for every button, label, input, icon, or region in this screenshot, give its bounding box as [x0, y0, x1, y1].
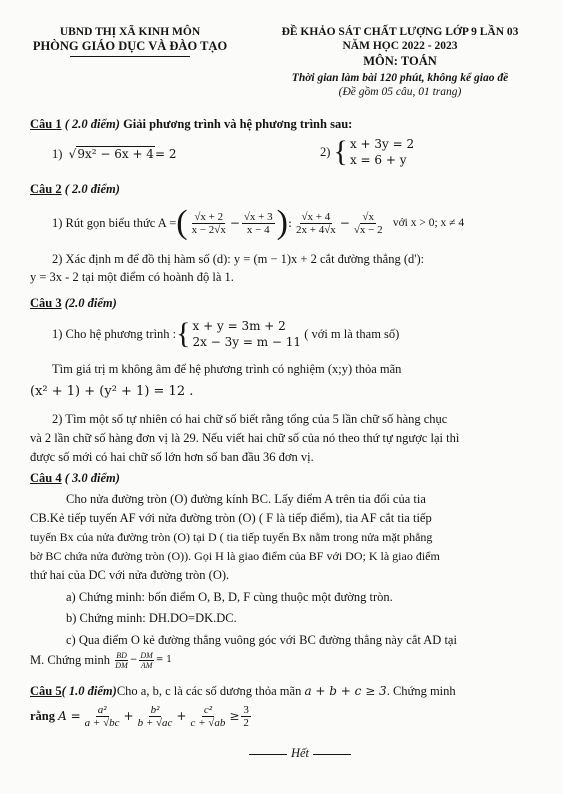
term-2-numerator: b² — [150, 704, 160, 716]
question-4-points: ( 3.0 điểm) — [61, 471, 120, 485]
rhs-numerator: 3 — [243, 704, 249, 716]
question-4-line-3: tuyến Bx của nửa đường tròn (O) tại D ( tia tiếp tuyến Bx nằm trong nửa mặt phẳng — [30, 530, 433, 544]
question-1-text: Giải phương trình và hệ phương trình sau: — [119, 117, 353, 131]
question-3-part-2-line-2: và 2 lần chữ số hàng đơn vị là 29. Nếu viết hai chữ số của nó theo thứ tự ngược lại thì — [30, 431, 460, 445]
question-2-heading — [30, 182, 120, 197]
question-1-part-1: 1) √ 9x² − 6x + 4 = 2 — [52, 146, 177, 161]
equation-1: x + 3y = 2 — [349, 137, 415, 151]
rhs-denominator: 2 — [243, 717, 249, 729]
equation-system: { x + 3y = 2 x = 6 + y — [333, 135, 415, 168]
equation-2: x = 6 + y — [349, 153, 407, 167]
rhs: = 1 — [155, 655, 172, 665]
question-3-find-line-2: (x² + 1) + (y² + 1) = 12 . — [30, 384, 194, 399]
fraction-1-denominator: DM — [115, 661, 128, 670]
question-5-text-2: . Chứng minh — [386, 684, 456, 698]
question-5-line-1 — [30, 684, 542, 699]
fraction-2-denominator: AM — [140, 661, 153, 670]
question-4-heading — [30, 471, 120, 486]
time-limit: Thời gian làm bài 120 phút, không kể giao đề — [291, 72, 509, 84]
fraction-2-numerator: DM — [140, 651, 153, 660]
school-authority: UBND THỊ XÃ KINH MÔN — [59, 26, 201, 38]
question-5-label: Câu 5 — [30, 684, 62, 698]
prove-word: rằng — [30, 709, 55, 723]
fraction-2-denominator: x − 4 — [246, 223, 270, 236]
condition: với x > 0; x ≠ 4 — [392, 216, 465, 229]
part-1-text: 1) Rút gọn biểu thức A = — [52, 215, 177, 230]
subject: MÔN: TOÁN — [363, 54, 437, 68]
fraction-3-denominator: 2x + 4√x — [296, 223, 336, 236]
fraction-1-denominator: x − 2√x — [191, 223, 226, 236]
fraction-1-numerator: √x + 2 — [194, 210, 224, 223]
question-1-part-2 — [320, 136, 414, 168]
term-1-denominator: a + √bc — [84, 717, 120, 729]
question-4-part-a: a) Chứng minh: bốn điểm O, B, D, F cùng thuộc một đường tròn. — [66, 590, 393, 604]
term-2-denominator: b + √ac — [137, 717, 173, 729]
equation-2: 2x − 3y = m − 11 — [192, 335, 302, 349]
term-3-numerator: c² — [203, 704, 212, 716]
exam-title: ĐỀ KHẢO SÁT CHẤT LƯỢNG LỚP 9 LẦN 03 — [281, 26, 519, 38]
question-3-part-1 — [52, 318, 399, 350]
question-2-part-2-line-2: y = 3x - 2 tại một điểm có hoành độ là 1. — [30, 270, 234, 284]
minus-sign: − — [129, 655, 138, 665]
question-3-heading — [30, 296, 117, 311]
question-3-part-2-line-3: được số mới có hai chữ số lớn hơn số ban đầu 36 đơn vị. — [30, 450, 314, 464]
question-4-line-1: Cho nửa đường tròn (O) đường kính BC. Lấy điểm A trên tia đối của tia — [66, 492, 426, 506]
term-3-denominator: c + √ab — [190, 717, 226, 729]
fraction-2-numerator: √x + 3 — [243, 210, 273, 223]
lhs: A = — [58, 709, 81, 723]
question-4-label: Câu 4 — [30, 471, 62, 485]
question-1-label: Câu 1 — [30, 117, 62, 131]
equation-system: { x + y = 3m + 2 2x − 3y = m − 11 — [176, 317, 302, 350]
question-4-part-b: b) Chứng minh: DH.DO=DK.DC. — [66, 611, 237, 625]
question-2-part-2-line-1: 2) Xác định m để đồ thị hàm số (d): y = (m − 1)x + 2 cắt đường thẳng (d'): — [52, 252, 425, 266]
fraction-4-numerator: √x — [362, 210, 374, 223]
question-4-line-5: thứ hai của DC với nửa đường tròn (O). — [30, 568, 230, 582]
header-underline — [70, 56, 190, 57]
end-text: Hết — [290, 746, 310, 760]
geq-sign: ≥ — [229, 709, 240, 723]
part-1-text: 1) Cho hệ phương trình : — [52, 326, 177, 341]
equation-1: x + y = 3m + 2 — [192, 319, 286, 333]
question-2-points: ( 2.0 điểm) — [61, 182, 120, 196]
question-4-part-c-line-1: c) Qua điểm O kẻ đường thẳng vuông góc với BC đường thẳng này cắt AD tại — [66, 633, 457, 647]
question-1-points: ( 2.0 điểm) — [61, 117, 120, 131]
part-number: 1) — [52, 146, 63, 161]
question-4-line-2: CB.Kẻ tiếp tuyến AF với nửa đường tròn (O) ( F là tiếp điểm), tia AF cắt tia tiếp — [30, 511, 432, 525]
fraction-1-numerator: BD — [116, 651, 127, 660]
radicand: 9x² − 6x + 4 — [77, 147, 154, 161]
fraction-4-denominator: √x − 2 — [353, 223, 383, 236]
page-count-note: (Đề gồm 05 câu, 01 trang) — [338, 86, 462, 98]
question-3-points: (2.0 điểm) — [61, 296, 117, 310]
question-5-text: Cho a, b, c là các số dương thỏa mãn — [116, 684, 302, 698]
question-2-label: Câu 2 — [30, 182, 62, 196]
question-4-line-4: bờ BC chứa nửa đường tròn (O)). Gọi H là giao điểm của BF với DO; K là giao điểm — [30, 549, 440, 563]
department-name: PHÒNG GIÁO DỤC VÀ ĐÀO TẠO — [32, 39, 228, 53]
parameter-note: ( với m là tham số) — [304, 326, 400, 341]
question-3-label: Câu 3 — [30, 296, 62, 310]
question-5-line-2: rằng A = $\frac{\text{a²}}{a + √bc}$ + $\frac{\text{b²}}{b + √ac}$ + $\frac{\text{c²}}{c + √ab}$ ≥ $\frac{3}{2}$ — [30, 704, 249, 729]
school-year: NĂM HỌC 2022 - 2023 — [342, 40, 458, 52]
question-2-part-1: 1) Rút gọn biểu thức A = ( $\frac{√x + 2}{x - 2√x}$ − $\frac{√x + 3}{x - 4}$ ) : $\frac{√x + 4}{2x + 4√x}$ − $\frac{√x}{√x - 2}$ với x > 0; x ≠ 4 — [52, 204, 465, 241]
question-1-heading — [30, 117, 540, 132]
term-1-numerator: a² — [97, 704, 107, 716]
question-5-condition: a + b + c ≥ 3 — [304, 684, 387, 698]
question-4-part-c-line-2 — [30, 651, 172, 670]
fraction-3-numerator: √x + 4 — [301, 210, 331, 223]
part-c-prefix: M. Chứng minh — [30, 653, 111, 667]
rhs: = 2 — [154, 146, 177, 161]
question-5-points: ( 1.0 điểm) — [61, 684, 117, 698]
question-3-find-line-1: Tìm giá trị m không âm để hệ phương trình có nghiệm (x;y) thỏa mãn — [52, 362, 402, 376]
part-number: 2) — [320, 144, 331, 159]
question-3-part-2-line-1: 2) Tìm một số tự nhiên có hai chữ số biết rằng tổng của 5 lần chữ số hàng chục — [52, 412, 448, 426]
end-marker — [200, 746, 400, 761]
